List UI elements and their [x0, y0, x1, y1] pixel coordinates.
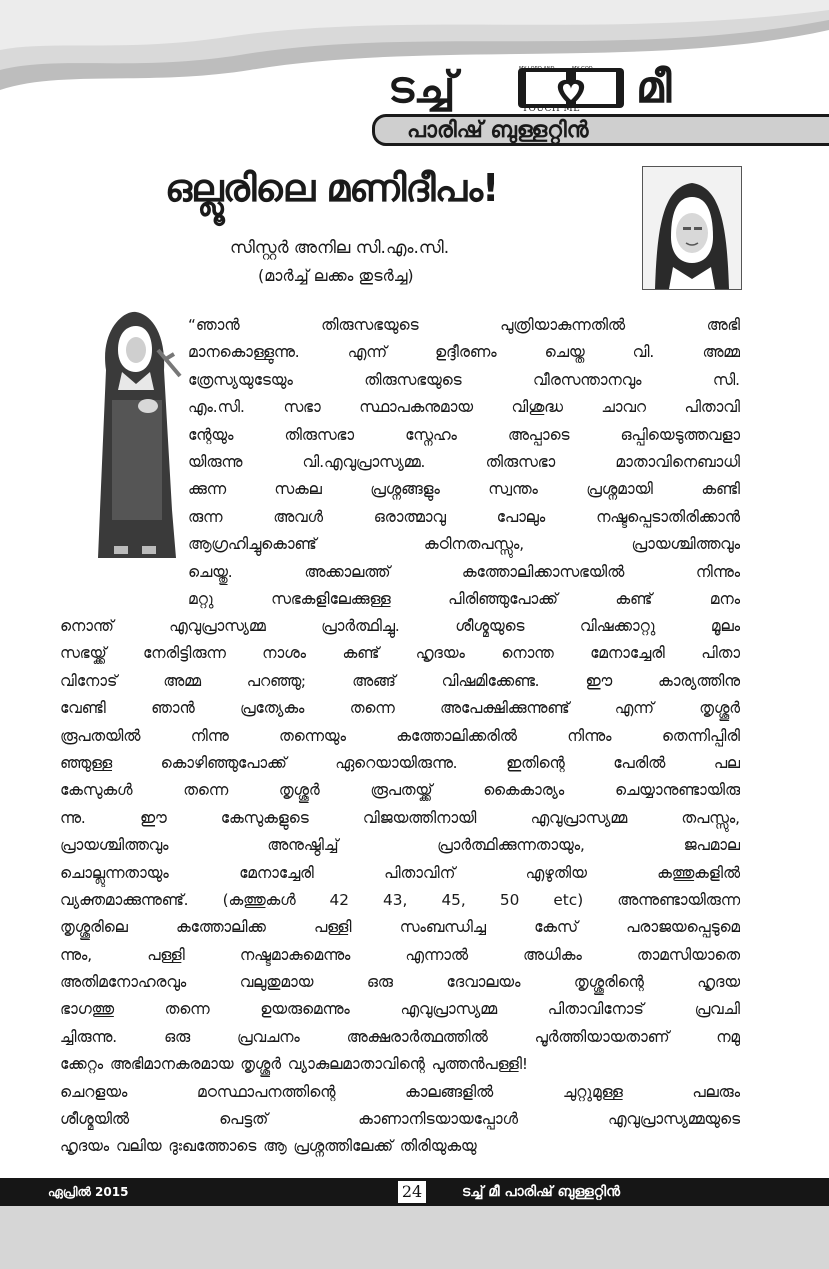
- text-line: രുന്ന അവൾ ഒരാത്മാവു പോലും നഷ്ടപ്പെടാതിരിക്കാൻ: [188, 507, 740, 526]
- text-line: മറ്റു സഭകളിലേക്കുള്ള പിരിഞ്ഞുപോക്ക് കണ്ട് മനം: [188, 589, 740, 608]
- footer-publication: ടച്ച് മീ പാരിഷ് ബുള്ളറ്റിൻ: [462, 1184, 620, 1200]
- text-line: രൂപതയിൽ നിന്നു തന്നെയും കത്തോലിക്കരിൽ നിന്നും തെന്നിപ്പിരി: [60, 726, 740, 745]
- footer-bar: [0, 1178, 829, 1206]
- text-line: ക്കേറ്റം അഭിമാനകരമായ തൃശ്ശൂർ വ്യാകുലമാതാവിന്റെ പുത്തൻപള്ളി!: [60, 1055, 529, 1074]
- text-line: നൊന്ത് എവുപ്രാസ്യമ്മ പ്രാർത്ഥിച്ചു. ശീശ്മയുടെ വിഷക്കാറ്റു മൂലം: [60, 617, 740, 635]
- text-line: ഞ്ഞുള്ള കൊഴിഞ്ഞുപോക്ക് ഏറെയായിരുന്നു. ഇതിന്റെ പേരിൽ പല: [60, 753, 740, 772]
- text-line: മാനകൊള്ളുന്നു. എന്ന് ഉദ്ദീരണം ചെയ്ത വി. അമ്മ: [188, 343, 740, 362]
- text-line: അതിമനോഹരവും വലുതുമായ ഒരു ദേവാലയം തൃശ്ശൂരിന്റെ ഹൃദയ: [60, 973, 740, 992]
- text-line: ച്ചിരുന്നു. ഒരു പ്രവചനം അക്ഷരാർത്ഥത്തിൽ പൂർത്തിയായതാണ് നമു: [60, 1027, 740, 1046]
- author-portrait: [642, 166, 742, 290]
- text-line: ചെറളയം മഠസ്ഥാപനത്തിന്റെ കാലങ്ങളിൽ ചുറ്റുമുള്ള പലരും: [60, 1082, 740, 1101]
- text-line: ആഗ്രഹിച്ചുകൊണ്ട് കഠിനതപസ്സും, പ്രായശ്ചിത്തവും: [188, 535, 740, 554]
- text-line: ന്റേയും തിരുസഭാ സ്നേഹം അപ്പാടെ ഒപ്പിയെടുത്തവളാ: [188, 425, 740, 444]
- article-body-full: [60, 613, 740, 1161]
- logo-book-left-text: MY LORD AND: [519, 66, 555, 72]
- text-line: യിരുന്നു വി.എവുപ്രാസ്യമ്മ. തിരുസഭാ മാതാവിനെബാധി: [188, 452, 740, 471]
- text-line: സഭയ്ക്ക് നേരിട്ടിരുന്ന നാശം കണ്ട് ഹൃദയം നൊന്ത മേനാച്ചേരി പിതാ: [60, 644, 740, 663]
- text-line: ത്രേസ്യയുടേയും തിരുസഭയുടെ വീരസന്താനവും സി.: [188, 370, 740, 389]
- text-line: ഹൃദയം വലിയ ദുഃഖത്തോടെ ആ പ്രശ്നത്തിലേക്ക് തിരിയുകയു: [60, 1137, 477, 1156]
- text-line: ഭാഗത്തു തന്നെ ഉയരുമെന്നും എവുപ്രാസ്യമ്മ പിതാവിനോട് പ്രവചി: [60, 1000, 740, 1019]
- text-line: എം.സി. സഭാ സ്ഥാപകനുമായ വിശുദ്ധ ചാവറ പിതാവി: [188, 398, 740, 417]
- article-body-wrapped: [188, 312, 740, 613]
- text-line: പ്രായശ്ചിത്തവും അനുഷ്ഠിച്ച് പ്രാർത്ഥിക്കുന്നതായും, ജപമാല: [60, 836, 740, 855]
- footer-date: ഏപ്രിൽ 2015: [48, 1185, 129, 1199]
- text-line: വിനോട് അമ്മ പറഞ്ഞു; അങ്ങ് വിഷമിക്കേണ്ട. ഈ കാര്യത്തിനു: [60, 671, 740, 690]
- page-number: 24: [398, 1181, 426, 1203]
- text-line: ചൊല്ലുന്നതായും മേനാച്ചേരി പിതാവിന് എഴുതിയ കത്തുകളിൽ: [60, 863, 740, 882]
- logo-subtitle: TOUCH ME: [522, 104, 581, 114]
- logo-book-right-text: MY GOD: [572, 66, 593, 72]
- text-line: ന്നും, പള്ളി നഷ്ടമാകുമെന്നും എന്നാൽ അധികം താമസിയാതെ: [60, 945, 740, 964]
- parish-bulletin-banner: [372, 114, 829, 146]
- logo-text-right: മീ: [636, 62, 672, 113]
- logo-text-left: ടച്ച്: [388, 62, 456, 113]
- banner-text: പാരിഷ് ബുള്ളറ്റിൻ: [407, 118, 589, 143]
- text-line: കേസുകൾ തന്നെ തൃശ്ശൂർ രൂപതയ്ക്ക് കൈകാര്യം ചെയ്യാനുണ്ടായിരു: [60, 781, 740, 800]
- text-line: തൃശ്ശൂരിലെ കത്തോലിക്ക പള്ളി സംബന്ധിച്ച കേസ് പരാജയപ്പെടുമെ: [60, 918, 740, 937]
- text-line: “ഞാൻ തിരുസഭയുടെ പുത്രിയാകുന്നതിൽ അഭി: [188, 316, 740, 334]
- continued-note: (മാർച്ച് ലക്കം തുടർച്ച): [258, 266, 414, 285]
- article-author: സിസ്റ്റർ അനില സി.എം.സി.: [230, 238, 450, 258]
- text-line: വ്യക്തമാക്കുന്നുണ്ട്. (കത്തുകൾ 42 43, 45, 50 etc) അന്നുണ്ടായിരുന്ന: [60, 890, 740, 909]
- text-line: ശീശ്മയിൽ പെട്ടത് കാണാനിടയായപ്പോൾ എവുപ്രാസ്യമ്മയുടെ: [60, 1110, 740, 1129]
- article-title: ഒല്ലൂരിലെ മണിദീപം!: [165, 166, 499, 210]
- bottom-margin: [0, 1206, 829, 1269]
- text-line: ചെയ്തു. അക്കാലത്ത് കത്തോലിക്കാസഭയിൽ നിന്നും: [188, 562, 740, 581]
- text-line: ക്കുന്ന സകല പ്രശ്നങ്ങളും സ്വന്തം പ്രശ്നമായി കണ്ടി: [188, 480, 740, 499]
- saint-euphrasia-image: [84, 310, 186, 566]
- text-line: വേണ്ടി ഞാൻ പ്രത്യേകം തന്നെ അപേക്ഷിക്കുന്നുണ്ട് എന്ന് തൃശ്ശൂർ: [60, 699, 740, 718]
- text-line: ന്നു. ഈ കേസുകളുടെ വിജയത്തിനായി എവുപ്രാസ്യമ്മ തപസ്സും,: [60, 808, 740, 827]
